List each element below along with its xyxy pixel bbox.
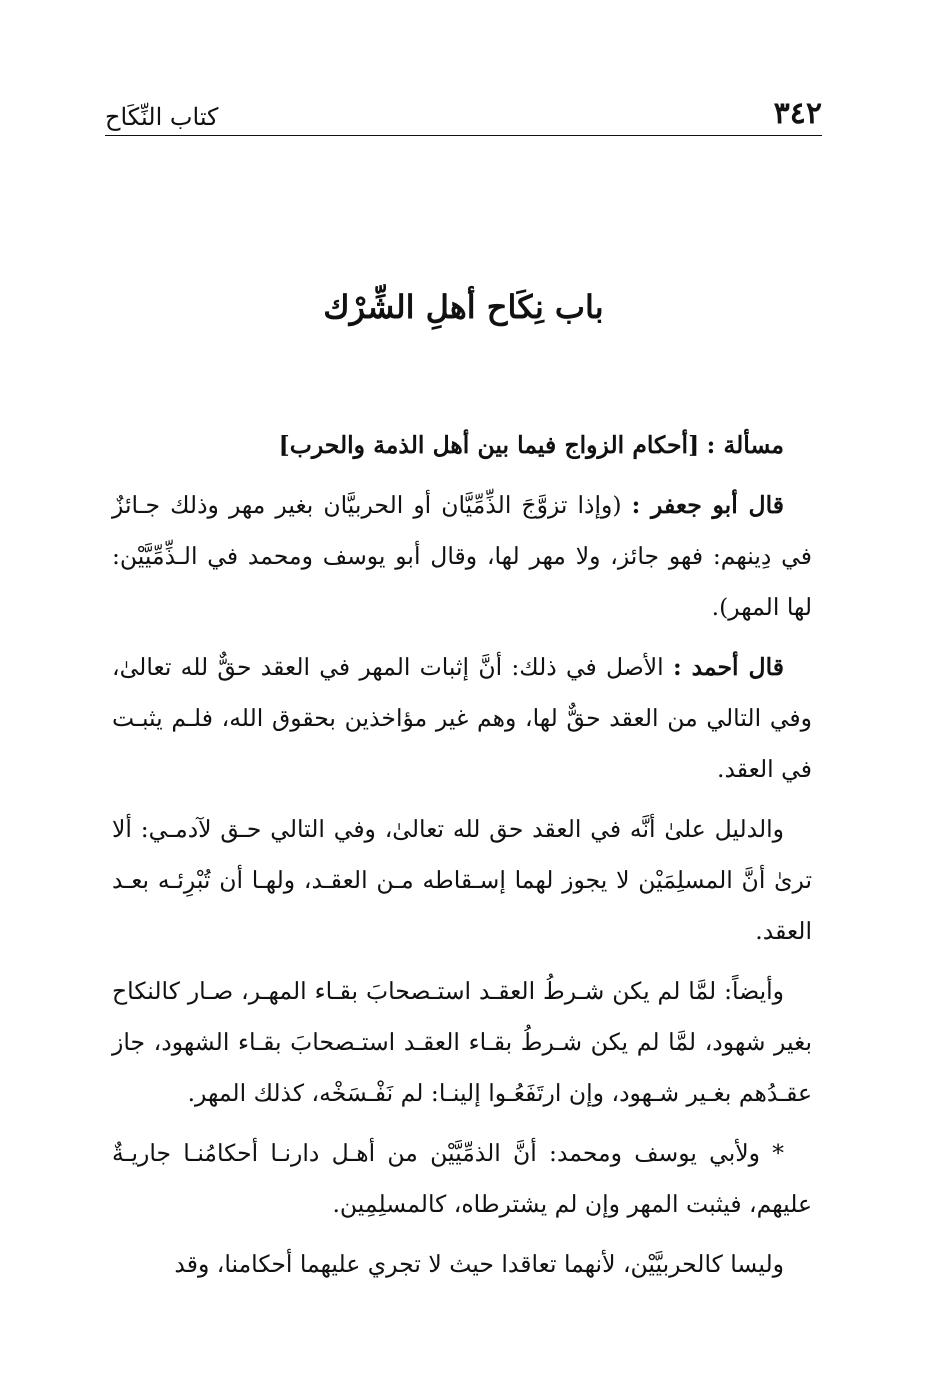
issue-label: مسألة : — [706, 431, 784, 459]
issue-title: [أحكام الزواج فيما بين أهل الذمة والحرب] — [278, 431, 700, 459]
paragraph-1 — [112, 480, 812, 633]
paragraph-3 — [112, 804, 812, 957]
paragraph-2 — [112, 642, 812, 795]
paragraph-5 — [112, 1128, 812, 1230]
paragraph-6-text: وليسا كالحربيَّيْن، لأنهما تعاقدا حيث لا تجري عليهما أحكامنا، وقد — [174, 1250, 784, 1278]
paragraph-1-text: (وإذا تزوَّجَ الذِّمِّيَّان أو الحربيَّان بغير مهر وذلك جـائزٌ في دِينهم: فهو جائز، ولا مهر لها، وقال أبو يوسف ومحمد في الـذِّمِّيَّيْن: لها المهر). — [112, 491, 812, 621]
paragraph-4 — [112, 966, 812, 1119]
body-text — [112, 420, 812, 1299]
paragraph-4-text: وأيضاً: لمَّا لم يكن شـرطُ العقـد استـصحابَ بقـاء المهـر، صـار كالنكاح بغير شهود، لمَّا لم يكن شـرطُ بقـاء العقـد استـصحابَ بقـاء الشهود، جاز عقـدُهم بغـير شـهود، وإن ارتَفَعُـوا إلينـا: لم نَفْـسَخْه، كذلك المهر. — [112, 977, 812, 1107]
speaker-abu-jafar: قال أبو جعفر : — [631, 491, 784, 519]
issue-heading — [112, 420, 812, 471]
chapter-title: باب نِكَاح أهلِ الشِّرْك — [323, 288, 604, 326]
paragraph-5-text: * ولأبي يوسف ومحمد: أنَّ الذمِّيَّيْن من أهـل دارنـا أحكامُنـا جاريـةٌ عليهم، فيثبت المهر وإن لم يشترطاه، كالمسلِمِين. — [112, 1139, 812, 1218]
paragraph-2-text: الأصل في ذلك: أنَّ إثبات المهر في العقد حقٌّ لله تعالىٰ، وفي التالي من العقد حقٌّ لها، وهم غير مؤاخذين بحقوق الله، فلـم يثبـت في العقد. — [112, 653, 812, 783]
paragraph-6 — [112, 1239, 812, 1290]
page-number: ٣٤٢ — [773, 96, 822, 131]
book-title: كتاب النِّكَاح — [105, 103, 219, 131]
paragraph-3-text: والدليل علىٰ أنَّه في العقد حق لله تعالىٰ، وفي التالي حـق لآدمـي: ألا ترىٰ أنَّ المسلِمَيْن لا يجوز لهما إسـقاطه مـن العقـد، ولهـا أن تُبْرِئـه بعـد العقد. — [112, 815, 812, 945]
speaker-ahmad: قال أحمد : — [672, 653, 784, 681]
running-header — [105, 92, 822, 136]
